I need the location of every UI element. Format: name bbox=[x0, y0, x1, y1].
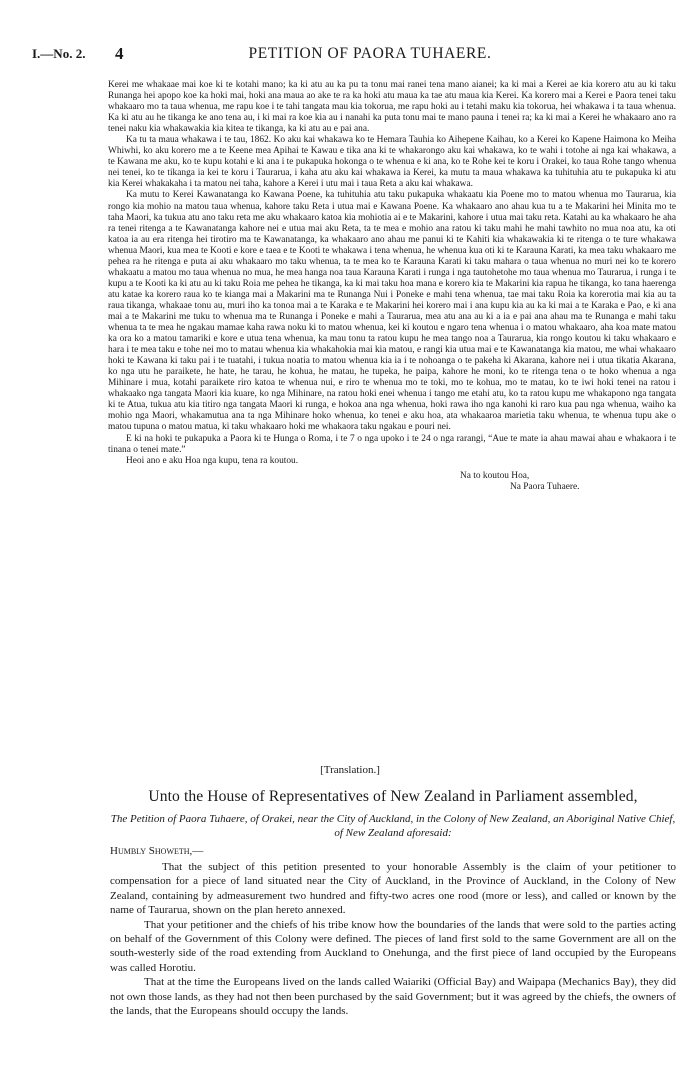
page-title: PETITION OF PAORA TUHAERE. bbox=[248, 45, 492, 62]
signature-name: Na Paora Tuhaere. bbox=[510, 481, 580, 492]
maori-text-block bbox=[108, 80, 676, 493]
translation-label: [Translation.] bbox=[320, 764, 380, 776]
maori-paragraph: Heoi ano e aku Hoa nga kupu, tena ra koutou. bbox=[126, 455, 299, 466]
english-text-block bbox=[110, 860, 676, 1018]
maori-paragraph: Ka tu ta maua whakawa i te tau, 1862. Ko aku kai whakawa ko te Hemara Tauhia ko Aihepene Kaihau, ko a Kerei ko Kapene Haimona ko Meiha Whiwhi, ko aku korero me a te Keene mea Apihai te Kawau e tika ana ki te whakarongo aku kai whakawa, ko te wahi i totohe ai nga kai whakawa, a te Kawana me aku, ko te kupu kotahi e ki ana i te pukapuka hokonga o te whenua e ki ana, ko te Rohe kei te koru i Orakei, ko taua Rohe tango whenua nei tenei, ko te tikanga ia kei te koru i Taurarua, i kaha atu aku kai whakawa ia Kerei, ka mutu ta maua whakawa ka tuhituhia atu te pukapuka ki atu kia Kerei whakakaha i ta matou nei taha, kahore a Kerei i utu mai i taua Reta a aku kai whakawa. bbox=[108, 135, 676, 190]
signature-line: Na to koutou Hoa, bbox=[460, 470, 530, 481]
humbly-showeth: Humbly Showeth,— bbox=[110, 845, 204, 857]
maori-paragraph: Kerei me whakaae mai koe ki te kotahi mano; ka ki atu au ka pu ta tonu mai ranei tena mano aianei; ka ki mai a Kerei ae kia korero atu au ki taku Runanga hei apopo koe ka hoki mai, hoki ana maua ao ake te ra ka hoki atu maua ka tae atu maua kia Kerei. Ka korero mai a Kerei e Paora tenei taku whakaaro mo ta taua whenua, me rapu koe i te tahi tangata mau kia tokorua, me rapu hoki au i tetahi maku kia tokorua, hei whakawa i ta taua whenua. Ka ki atu au he tikanga ke ano tena au, i ki mai ra koe kia au i nanahi ka puta tonu mai te mano pauna i tenei ra; ka ki mai a Kerei he whakaaro ano ra tenei naku kia whakawakia kia kitea te tikanga, ka ki atu au e pai ana. bbox=[108, 80, 676, 135]
english-paragraph: That your petitioner and the chiefs of his tribe know how the boundaries of the lands that were sold to the parties acting on behalf of the Government of this Colony were defined. The pieces of land first sold to the same Government are all on the south-westerly side of the road extending from Auckland to Onehunga, and the first piece of land occupied by the Europeans was called Horotiu. bbox=[110, 918, 676, 974]
signature-block bbox=[108, 471, 676, 493]
page-header bbox=[32, 44, 668, 68]
page-number: 4 bbox=[115, 44, 124, 63]
petition-subtitle: The Petition of Paora Tuhaere, of Orakei, near the City of Auckland, in the Colony of New Zealand, an Aboriginal Native Chief, of New Zealand aforesaid: bbox=[110, 813, 676, 839]
maori-paragraph: E ki na hoki te pukapuka a Paora ki te Hunga o Roma, i te 7 o nga upoko i te 24 o nga rarangi, “Aue te mate ia ahau mawai ahau e whakaora i te tinana o tenei mate.” bbox=[108, 433, 676, 455]
english-paragraph: That at the time the Europeans lived on the lands called Waiariki (Official Bay) and Waipapa (Mechanics Bay), they did not own those lands, as they had not then been purchased by the said Government; but it was agreed by the chiefs, the owners of the lands, that the Europeans should occupy the lands. bbox=[110, 976, 676, 1018]
english-paragraph: That the subject of this petition presented to your honorable Assembly is the claim of your petitioner to compensation for a piece of land situated near the City of Auckland, in the Province of Auckland, in the Colony of New Zealand, containing by admeasurement two hundred and fifty-two acres one rood (more or less), and called or known by the name of Taurarua, shown on the plan hereto annexed. bbox=[110, 861, 676, 917]
document-number: I.—No. 2. bbox=[32, 46, 86, 61]
house-heading: Unto the House of Representatives of New Zealand in Parliament assembled, bbox=[148, 788, 638, 805]
maori-paragraph: Ka mutu to Kerei Kawanatanga ko Kawana Poene, ka tuhituhia atu taku pukapuka whakaatu kia Poene mo to matou whenua mo Taurarua, kia rongo kia mohio na matou taua whenua, kahore taku Reta i utua mai e Kawana Poene. Ka whakaaro ano ahau kua tu a te Makarini hei Minita mo te taha Maori, ka tukua atu ano taku reta me aku whakaaro katoa kia mohiotia ai e te Makarini, kahore i utua mai taku reta. Katahi au ka whakaaro he aha ra tenei ritenga a te Kawanatanga kahore nei e utua mai aku Reta, ta te mea e mohio ana ratou ki taku mahi he mahi tawhito no mua noa atu, ka oti katoa ia au era ritenga hei tirotiro ma te Kawanatanga, ka whakaaro ano ahau me panui ki te Kahiti kia whakawakia ki te ritenga o te ture whakawa whenua Maori, kua mea te Kooti e kore e taea e te Kooti te whakawa i tena whenua, he whenua kua oti ki te Karauna Karati, ka mea taku whakaaro me pehea ra he ritenga e puta ai aku whakaaro mo taku whenua, ta te mea ko te Karauna Karati ki taku mahara o taua whenua no muri nei ko te korero whakaatu a matou mo taua whenua no mua, he mea hanga noa taua Karauna Karati i runga i nga tautohetohe mo taua whenua mo Taurarua, i runga i te kupu a te Kooti ka ki atu au ki taku Roia me pehea he tikanga, ka ki mai taku hoa mana e korero kia te Makarini kia rapua he tikanga, ko tana haerenga atu katae ka korero raua ko te kianga mai a Makarini ma te Runanga Nui i Poneke e mahi tena whenua, tae mai taku Roia ka korerotia mai kia au ta raua tikanga, whakaae tonu au, muri iho ka tonoa mai a te Karaka e te Makarini hei korero mai i ana kupu kia au ka ki mai a te Karaka e Pao, e ki ana mai a te Makarini me tuku to whenua ma te Runanga i Poneke e mahi a Taurarua, mea atu ana au ki a ia e pai ana ahau ma te Runanga e mahi taku whenua ta te mea he ngakau mamae kaha rawa noku ki to matou whenua, kei ki koutou e ngaro tena whenua i o matou whakaaro, aha koa mate matou ka ora ko a matou tamariki e kore e utua tena whenua, ka mau tonu ta ratou kupu he mea tango noa a Taurarua, kia rongo koutou ki taku whakaaro e hara i te mea taku e tohe nei mo to matau whenua kia whakahokia mai kia matou, e rangi kia utua mai e te Kawanatanga kia matou, me whai whakaaro hoki te Kawana ki taku pai i te tuatahi, i tukua noatia to matou whenua kia ia i te nohoanga o te pakeha ki Akarana, kahore nei i utua tikatia Akarana, ko nga utu he paraikete, he hate, he tarau, he kohua, he matau, he tupeka, he paipa, kahore he moni, ko te ritenga tena o te hoko whenua a nga Mihinare i mua, kotahi paraikete riro katoa te whenua nui, e riro te whenua mo te toki, mo te kohua, mo te matau, ko te iwi hoki tenei na ratou i whakaako nga tangata Maori kia kuare, ko nga Mihinare, na ratou hoki enei whenua i tango me etahi atu, ko ta ratou kupu me whakapono nga tangata ki te Atua, tukua atu kia titiro nga tangata Maori ki runga, e hokoa ana nga whenua, hoki rawa iho nga kanohi ki raro kua pau nga whenua, waiho ka mohio nga Maori, whakamutua ana ta nga Mihinare hoko whenua, ko tenei e aku hoa, ata whakaaroa marietia taku whenua, te whenua tupu ake o matou tupuna o matou matua, ki taku whakaaro hoki me whakaora taku ngakau e pouri nei. bbox=[108, 190, 676, 433]
